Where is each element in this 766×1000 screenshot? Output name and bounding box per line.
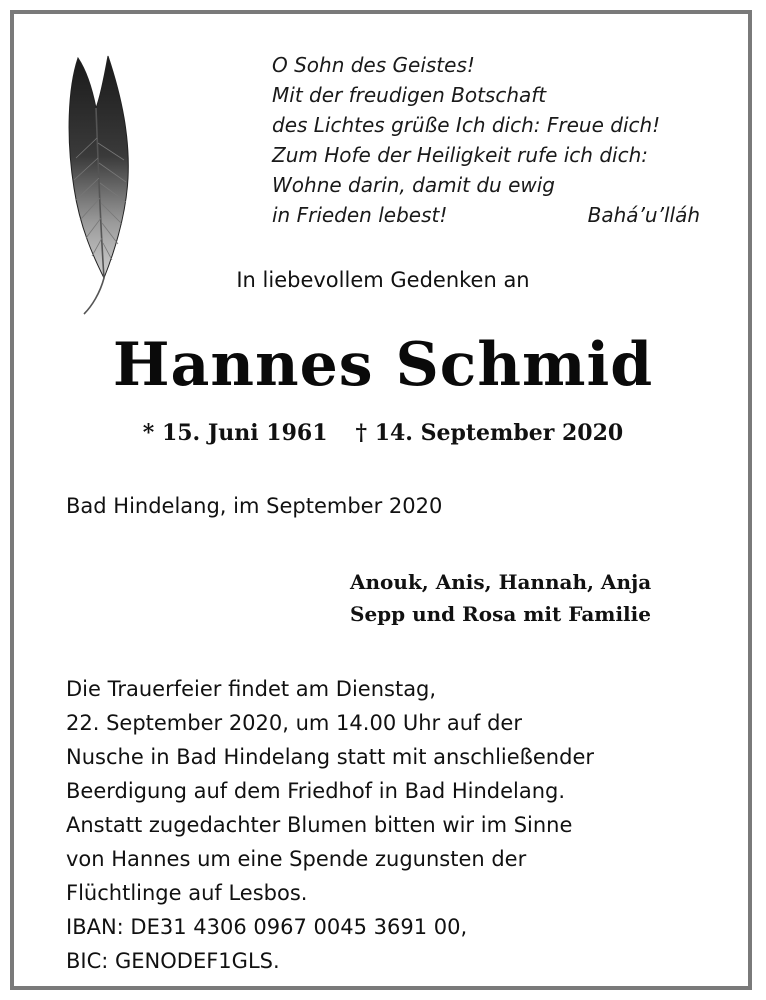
family-line: Sepp und Rosa mit Familie	[350, 602, 651, 626]
deceased-name: Hannes Schmid	[112, 330, 654, 400]
bic-line: BIC: GENODEF1GLS.	[66, 949, 280, 973]
details-line: Die Trauerfeier findet am Dienstag,	[66, 677, 437, 701]
intro-text: In liebevollem Gedenken an	[236, 268, 530, 292]
quote-block	[272, 50, 712, 230]
iban-line: IBAN: DE31 4306 0967 0045 3691 00,	[66, 915, 468, 939]
family-line: Anouk, Anis, Hannah, Anja	[350, 570, 652, 594]
quote-last-line	[272, 200, 700, 230]
life-dates	[0, 420, 766, 446]
funeral-details	[66, 672, 726, 978]
quote-line: O Sohn des Geistes!	[272, 53, 475, 77]
quote-line: Mit der freudigen Botschaft	[272, 83, 547, 107]
details-line: Beerdigung auf dem Friedhof in Bad Hindelang.	[66, 779, 566, 803]
intro-heading	[0, 268, 766, 292]
quote-line: in Frieden lebest!	[272, 203, 448, 227]
death-date: † 14. September 2020	[355, 420, 624, 446]
details-line: Flüchtlinge auf Lesbos.	[66, 881, 308, 905]
birth-date: * 15. Juni 1961	[142, 420, 328, 446]
details-line: Nusche in Bad Hindelang statt mit anschließender	[66, 745, 595, 769]
details-line: 22. September 2020, um 14.00 Uhr auf der	[66, 711, 522, 735]
details-line: Anstatt zugedachter Blumen bitten wir im Sinne	[66, 813, 573, 837]
family-signature	[350, 566, 651, 630]
quote-line: Wohne darin, damit du ewig	[272, 173, 555, 197]
details-line: von Hannes um eine Spende zugunsten der	[66, 847, 527, 871]
quote-line: des Lichtes grüße Ich dich: Freue dich!	[272, 113, 661, 137]
quote-line: Zum Hofe der Heiligkeit rufe ich dich:	[272, 143, 648, 167]
place-date: Bad Hindelang, im September 2020	[66, 494, 443, 518]
quote-author: Bahá’u’lláh	[587, 203, 700, 227]
